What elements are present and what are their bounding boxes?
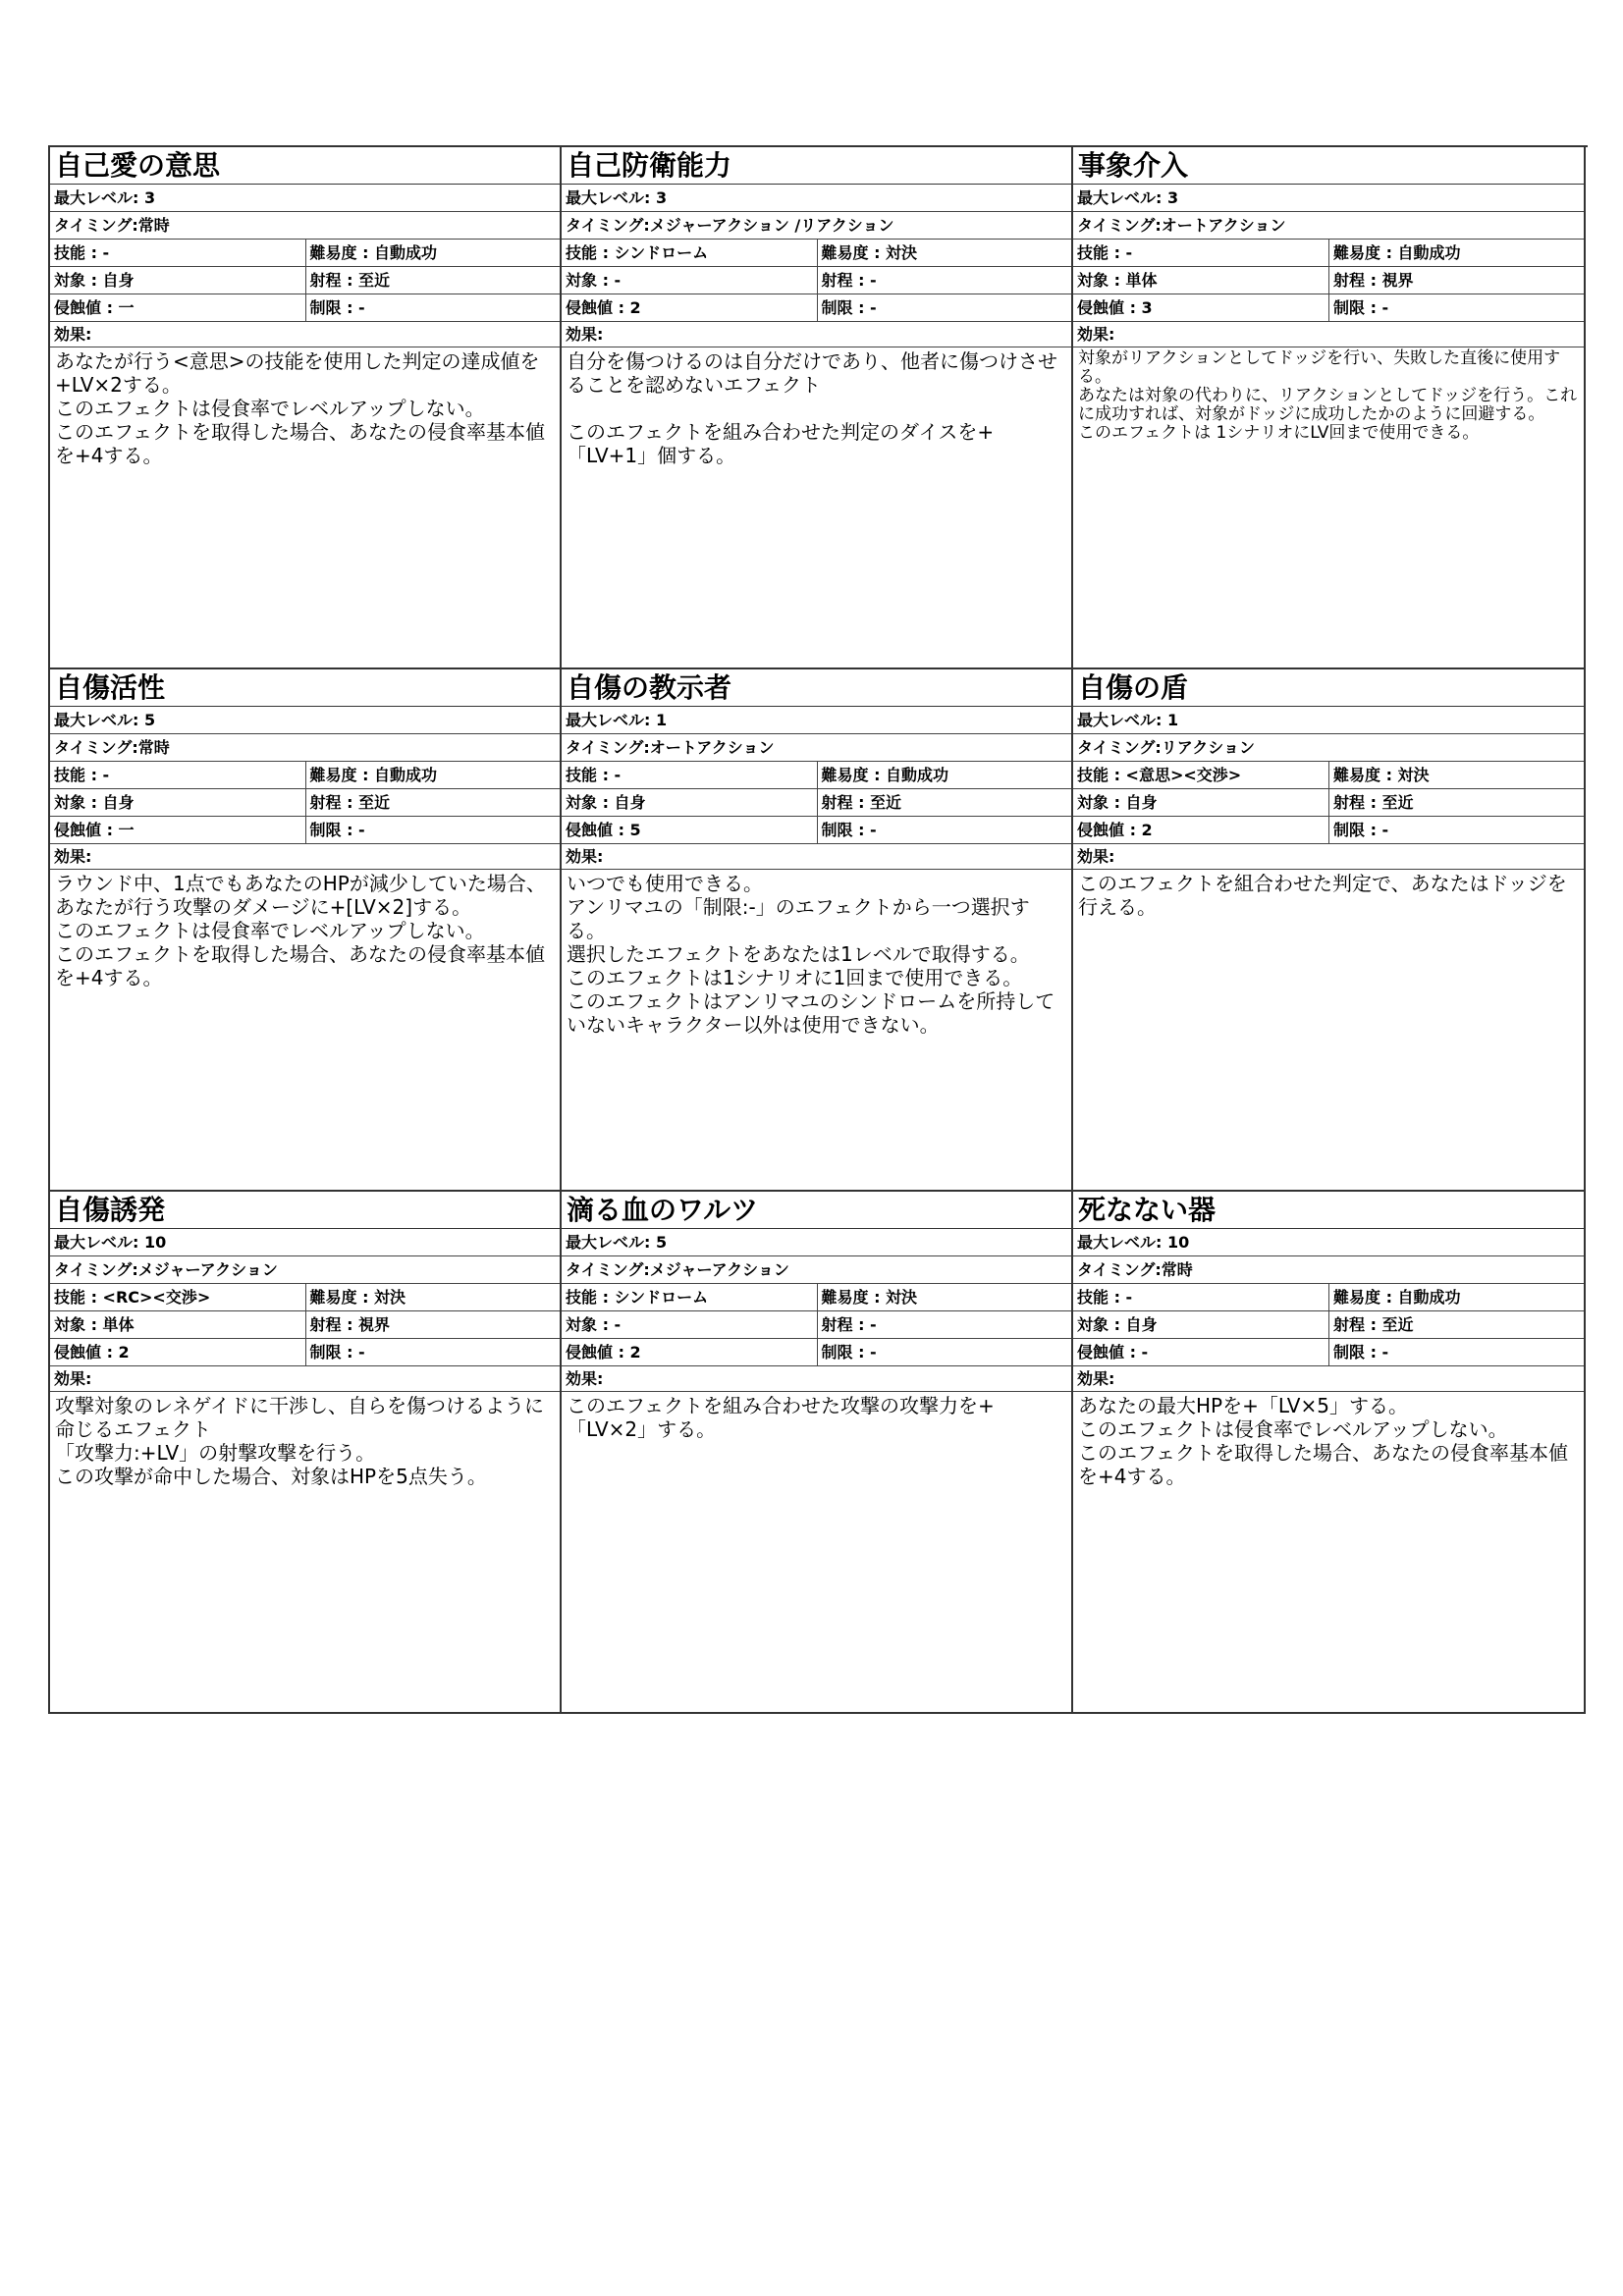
effect-label: 効果: — [562, 322, 1071, 347]
effect-card — [562, 1192, 1073, 1714]
erosion-limit-row — [50, 1339, 560, 1366]
skill: 技能 : - — [54, 766, 110, 784]
effect-label: 効果: — [562, 1366, 1071, 1392]
erosion-limit-row — [1073, 817, 1584, 844]
skill-difficulty-row — [562, 240, 1071, 267]
effect-label: 効果: — [50, 1366, 560, 1392]
effect-name: 事象介入 — [1073, 147, 1584, 185]
difficulty: 難易度 : 自動成功 — [1328, 240, 1584, 266]
erosion-value: 侵蝕値 : 一 — [54, 821, 135, 839]
effect-card — [50, 1192, 562, 1714]
skill: 技能 : <意思><交渉> — [1077, 766, 1242, 784]
max-level: 最大レベル: 3 — [562, 185, 1071, 212]
erosion-value: 侵蝕値 : 一 — [54, 298, 135, 317]
target: 対象 : 自身 — [1077, 1315, 1158, 1334]
effect-name: 自傷活性 — [50, 669, 560, 707]
max-level: 最大レベル: 1 — [1073, 707, 1584, 734]
timing: タイミング:常時 — [1073, 1256, 1584, 1284]
timing: タイミング:オートアクション — [562, 734, 1071, 762]
effect-label: 効果: — [50, 322, 560, 347]
effect-name: 自己防衛能力 — [562, 147, 1071, 185]
range: 射程 : 至近 — [1328, 1311, 1584, 1338]
difficulty: 難易度 : 対決 — [1328, 762, 1584, 788]
skill-difficulty-row — [50, 762, 560, 789]
effect-label: 効果: — [50, 844, 560, 870]
limit: 制限 : - — [305, 1339, 561, 1365]
target-range-row — [562, 789, 1071, 817]
erosion-limit-row — [562, 817, 1071, 844]
effect-description: あなたが行う<意思>の技能を使用した判定の達成値を+LV×2する。 このエフェクトは侵食率でレベルアップしない。 このエフェクトを取得した場合、あなたの侵食率基本値を+4する。 — [55, 349, 545, 467]
target-range-row — [1073, 1311, 1584, 1339]
timing: タイミング:メジャーアクション /リアクション — [562, 212, 1071, 240]
effect-description: いつでも使用できる。 アンリマユの「制限:-」のエフェクトから一つ選択する。 選択したエフェクトをあなたは1レベルで取得する。 このエフェクトは1シナリオに1回まで使用できる。 このエフェクトはアンリマユのシンドロームを所持していないキャラクター以外は使用できない。 — [567, 872, 1055, 1037]
effect-name: 自傷誘発 — [50, 1192, 560, 1229]
range: 射程 : 至近 — [305, 267, 561, 294]
difficulty: 難易度 : 自動成功 — [817, 762, 1072, 788]
effect-card — [1073, 1192, 1586, 1714]
target-range-row — [50, 267, 560, 294]
effect-card — [50, 669, 562, 1192]
limit: 制限 : - — [305, 294, 561, 321]
range: 射程 : 視界 — [305, 1311, 561, 1338]
max-level: 最大レベル: 10 — [1073, 1229, 1584, 1256]
effect-name: 自己愛の意思 — [50, 147, 560, 185]
effect-label: 効果: — [562, 844, 1071, 870]
skill-difficulty-row — [562, 1284, 1071, 1311]
effect-name: 自傷の盾 — [1073, 669, 1584, 707]
range: 射程 : 至近 — [817, 789, 1072, 816]
effect-label: 効果: — [1073, 844, 1584, 870]
timing: タイミング:オートアクション — [1073, 212, 1584, 240]
effect-name: 滴る血のワルツ — [562, 1192, 1071, 1229]
erosion-value: 侵蝕値 : 2 — [566, 298, 641, 317]
skill: 技能 : - — [1077, 243, 1133, 262]
range: 射程 : 視界 — [1328, 267, 1584, 294]
effect-label: 効果: — [1073, 1366, 1584, 1392]
target: 対象 : 自身 — [566, 793, 646, 812]
effect-label: 効果: — [1073, 322, 1584, 347]
difficulty: 難易度 : 自動成功 — [1328, 1284, 1584, 1310]
target-range-row — [562, 1311, 1071, 1339]
difficulty: 難易度 : 対決 — [817, 240, 1072, 266]
skill: 技能 : - — [566, 766, 622, 784]
skill-difficulty-row — [1073, 240, 1584, 267]
effect-description: このエフェクトを組み合わせた攻撃の攻撃力を+「LV×2」する。 — [567, 1394, 995, 1441]
skill-difficulty-row — [562, 762, 1071, 789]
target-range-row — [50, 789, 560, 817]
limit: 制限 : - — [1328, 817, 1584, 843]
max-level: 最大レベル: 10 — [50, 1229, 560, 1256]
difficulty: 難易度 : 対決 — [817, 1284, 1072, 1310]
erosion-limit-row — [1073, 294, 1584, 322]
effect-card — [1073, 147, 1586, 669]
timing: タイミング:リアクション — [1073, 734, 1584, 762]
erosion-value: 侵蝕値 : - — [1077, 1343, 1149, 1362]
limit: 制限 : - — [817, 294, 1072, 321]
max-level: 最大レベル: 1 — [562, 707, 1071, 734]
target: 対象 : 単体 — [54, 1315, 135, 1334]
effect-description: 対象がリアクションとしてドッジを行い、失敗した直後に使用する。 あなたは対象の代わりに、リアクションとしてドッジを行う。これに成功すれば、対象がドッジに成功したかのように回避する。 このエフェクトは 1シナリオにLV回まで使用できる。 — [1078, 348, 1578, 443]
target: 対象 : 自身 — [54, 793, 135, 812]
effect-name: 死なない器 — [1073, 1192, 1584, 1229]
limit: 制限 : - — [817, 1339, 1072, 1365]
skill-difficulty-row — [50, 1284, 560, 1311]
timing: タイミング:常時 — [50, 734, 560, 762]
max-level: 最大レベル: 3 — [1073, 185, 1584, 212]
effect-description: あなたの最大HPを+「LV×5」する。 このエフェクトは侵食率でレベルアップしない。 このエフェクトを取得した場合、あなたの侵食率基本値を+4する。 — [1078, 1394, 1568, 1488]
effect-card — [50, 147, 562, 669]
skill-difficulty-row — [1073, 762, 1584, 789]
erosion-limit-row — [562, 294, 1071, 322]
target-range-row — [50, 1311, 560, 1339]
effect-card — [562, 669, 1073, 1192]
range: 射程 : - — [817, 267, 1072, 294]
erosion-limit-row — [1073, 1339, 1584, 1366]
target-range-row — [562, 267, 1071, 294]
effect-card — [1073, 669, 1586, 1192]
erosion-limit-row — [562, 1339, 1071, 1366]
target: 対象 : - — [566, 1315, 622, 1334]
limit: 制限 : - — [817, 817, 1072, 843]
skill: 技能 : <RC><交渉> — [54, 1288, 211, 1307]
effect-name: 自傷の教示者 — [562, 669, 1071, 707]
erosion-value: 侵蝕値 : 2 — [566, 1343, 641, 1362]
effect-description: 自分を傷つけるのは自分だけであり、他者に傷つけさせることを認めないエフェクト このエフェクトを組み合わせた判定のダイスを+「LV+1」個する。 — [567, 349, 1057, 467]
skill: 技能 : シンドローム — [566, 243, 709, 262]
target: 対象 : 自身 — [1077, 793, 1158, 812]
erosion-value: 侵蝕値 : 3 — [1077, 298, 1153, 317]
skill-difficulty-row — [50, 240, 560, 267]
difficulty: 難易度 : 自動成功 — [305, 240, 561, 266]
difficulty: 難易度 : 対決 — [305, 1284, 561, 1310]
timing: タイミング:メジャーアクション — [50, 1256, 560, 1284]
effect-card — [562, 147, 1073, 669]
target: 対象 : 自身 — [54, 271, 135, 290]
target: 対象 : - — [566, 271, 622, 290]
effect-description: 攻撃対象のレネゲイドに干渉し、自らを傷つけるように命じるエフェクト 「攻撃力:+LV」の射撃攻撃を行う。 この攻撃が命中した場合、対象はHPを5点失う。 — [55, 1394, 544, 1488]
skill-difficulty-row — [1073, 1284, 1584, 1311]
range: 射程 : - — [817, 1311, 1072, 1338]
max-level: 最大レベル: 5 — [562, 1229, 1071, 1256]
target-range-row — [1073, 267, 1584, 294]
effect-description: ラウンド中、1点でもあなたのHPが減少していた場合、あなたが行う攻撃のダメージに+[LV×2]する。 このエフェクトは侵食率でレベルアップしない。 このエフェクトを取得した場合、あなたの侵食率基本値を+4する。 — [55, 872, 546, 989]
difficulty: 難易度 : 自動成功 — [305, 762, 561, 788]
max-level: 最大レベル: 5 — [50, 707, 560, 734]
erosion-value: 侵蝕値 : 5 — [566, 821, 641, 839]
skill: 技能 : - — [54, 243, 110, 262]
skill: 技能 : シンドローム — [566, 1288, 709, 1307]
limit: 制限 : - — [1328, 1339, 1584, 1365]
erosion-limit-row — [50, 817, 560, 844]
timing: タイミング:メジャーアクション — [562, 1256, 1071, 1284]
target-range-row — [1073, 789, 1584, 817]
skill: 技能 : - — [1077, 1288, 1133, 1307]
max-level: 最大レベル: 3 — [50, 185, 560, 212]
erosion-limit-row — [50, 294, 560, 322]
range: 射程 : 至近 — [1328, 789, 1584, 816]
target: 対象 : 単体 — [1077, 271, 1158, 290]
effect-card-grid — [48, 145, 1588, 1714]
limit: 制限 : - — [1328, 294, 1584, 321]
erosion-value: 侵蝕値 : 2 — [54, 1343, 130, 1362]
limit: 制限 : - — [305, 817, 561, 843]
erosion-value: 侵蝕値 : 2 — [1077, 821, 1153, 839]
timing: タイミング:常時 — [50, 212, 560, 240]
range: 射程 : 至近 — [305, 789, 561, 816]
effect-description: このエフェクトを組合わせた判定で、あなたはドッジを行える。 — [1078, 872, 1567, 919]
